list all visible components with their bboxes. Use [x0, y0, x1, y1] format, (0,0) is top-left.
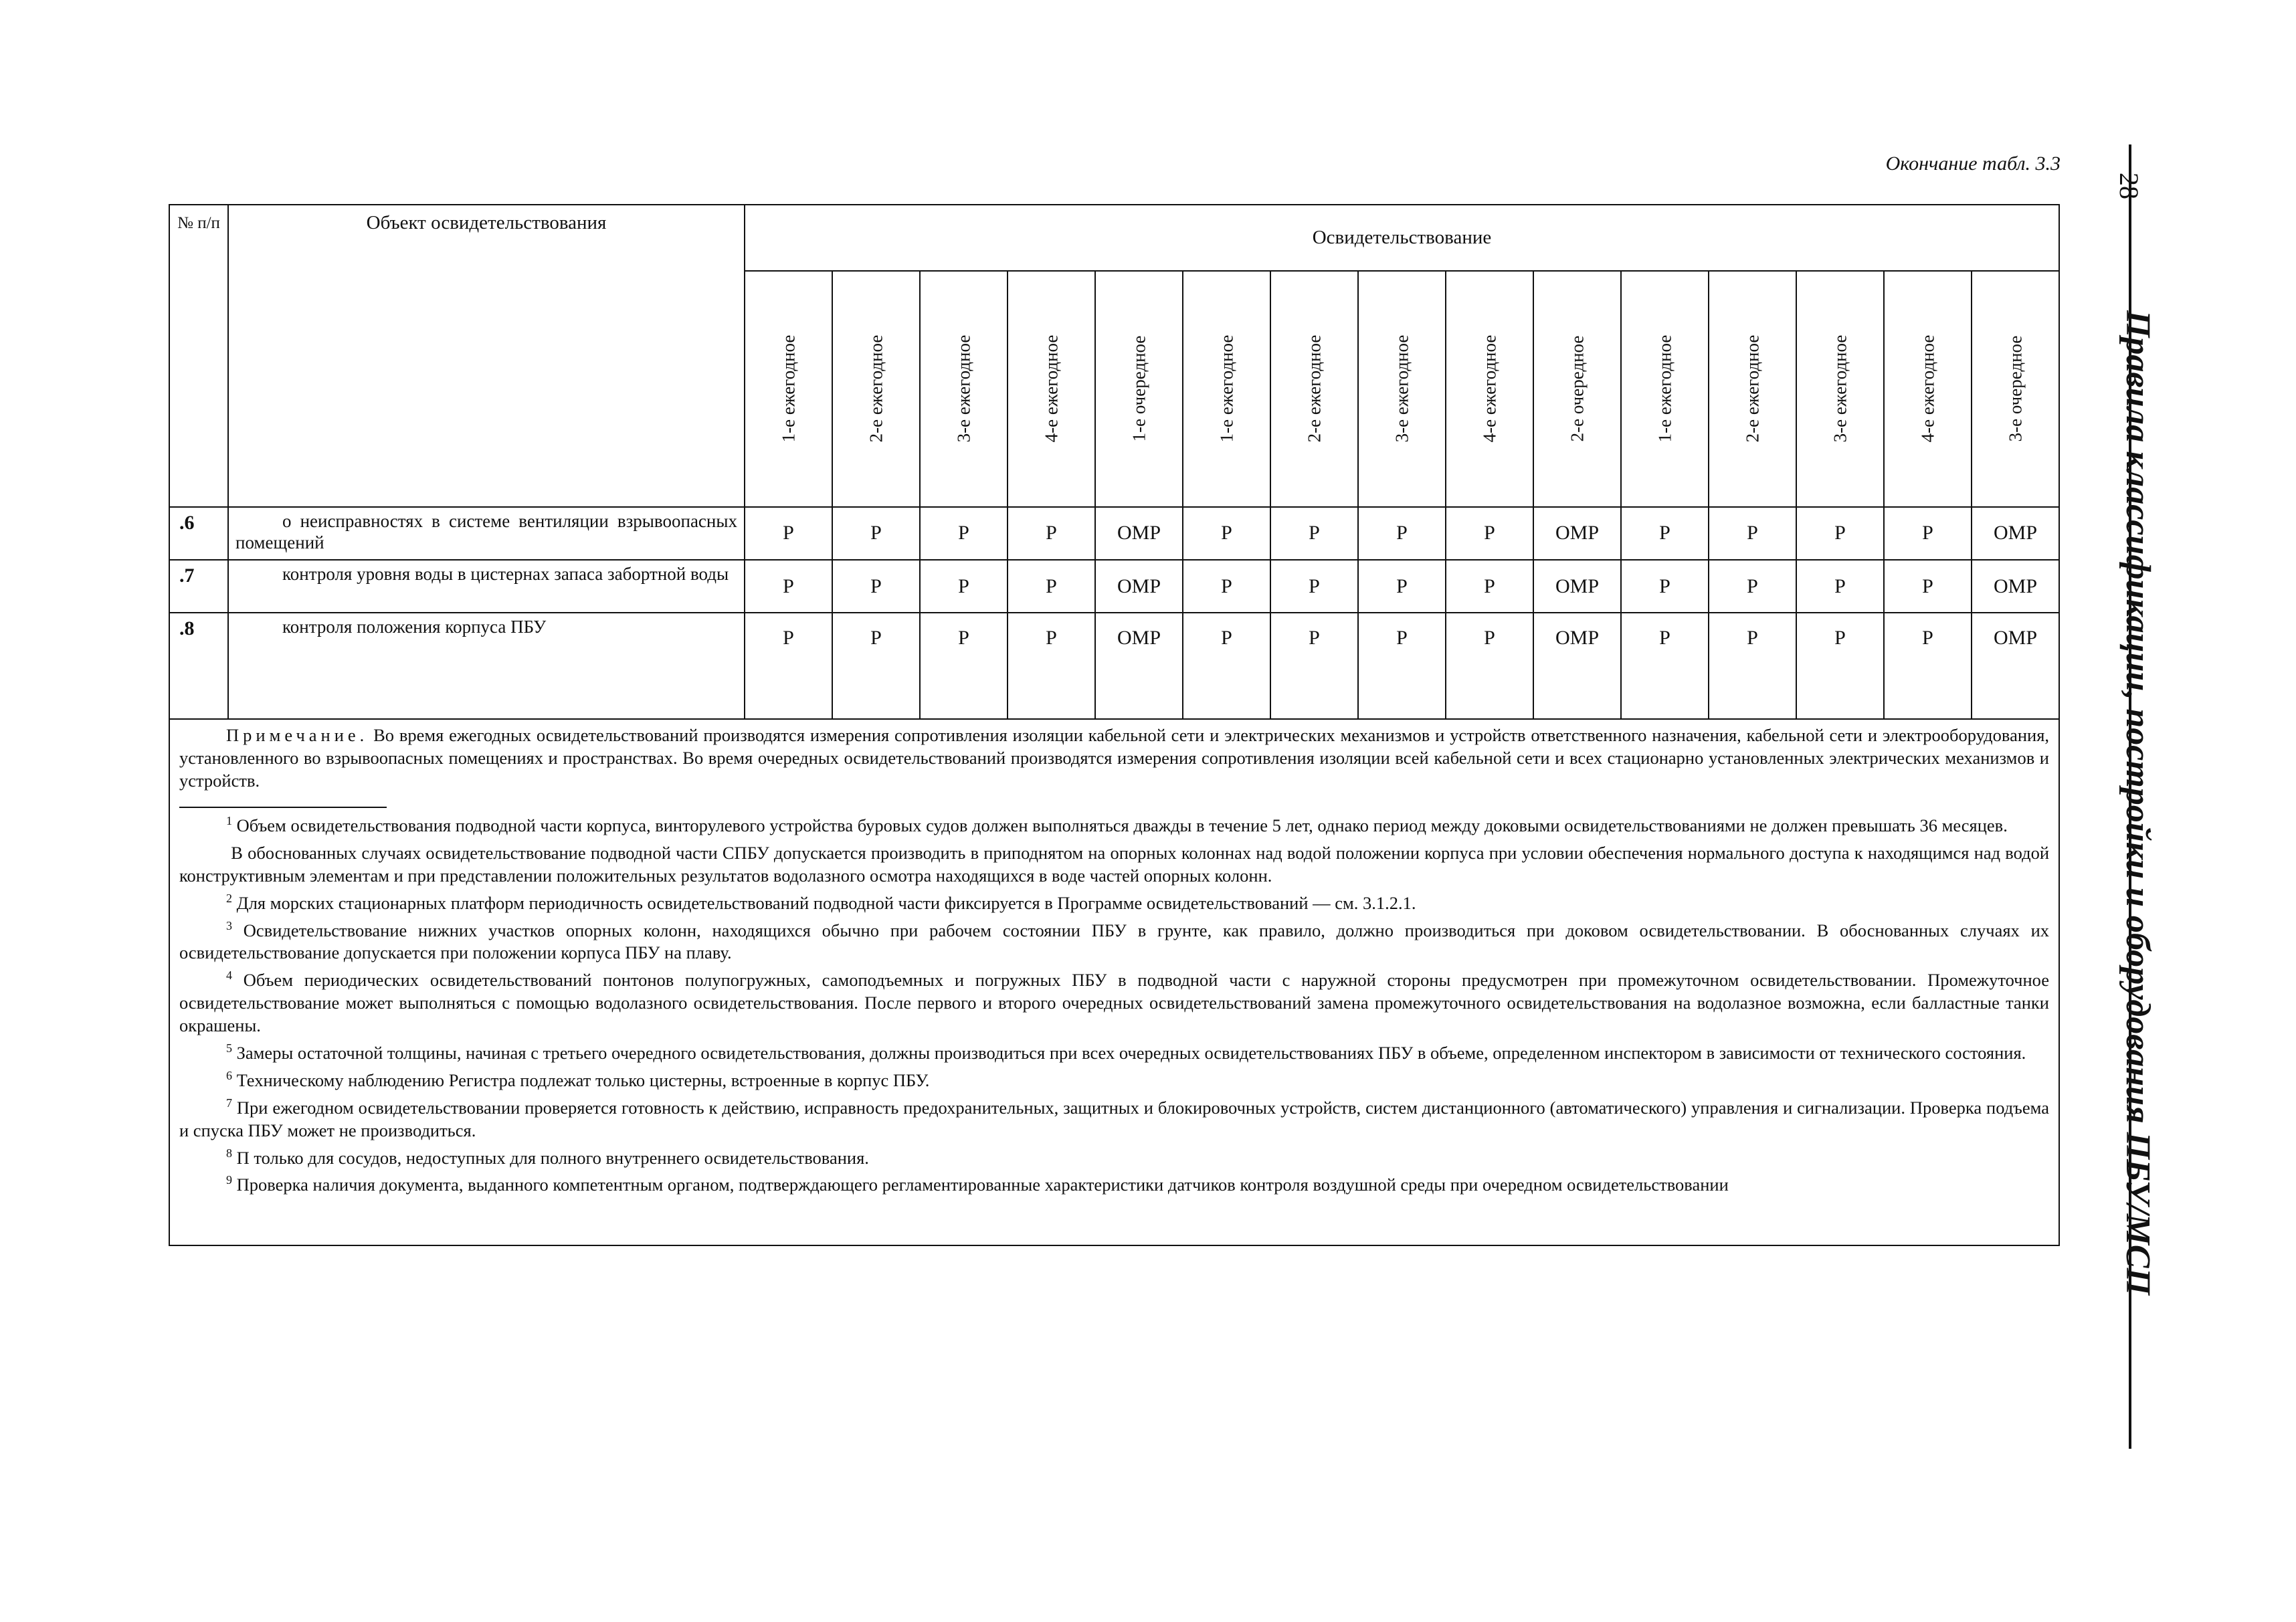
- footnote-text: Замеры остаточной толщины, начиная с третьего очередного освидетельствования, должны производиться при всех очередных освидетельствованиях ПБУ в объеме, определенном инспектором в зависимости от технического состояния.: [236, 1042, 2026, 1063]
- footnote: [179, 914, 2049, 965]
- footnote-mark: 5: [226, 1041, 232, 1055]
- footnote-text: Проверка наличия документа, выданного компетентным органом, подтверждающего регламентированные характеристики датчиков контроля воздушной среды при очередном освидетельствовании: [236, 1175, 1729, 1195]
- cell-value: ОМР: [1972, 560, 2059, 613]
- footnote-text: Техническому наблюдению Регистра подлежат только цистерны, встроенные в корпус ПБУ.: [236, 1070, 930, 1090]
- row-object: [228, 507, 745, 560]
- footnote-text: При ежегодном освидетельствовании проверяется готовность к действию, исправность предохранительных, защитных и блокировочных устройств, систем дистанционного (автоматического) управления и сигнализации. Проверка подъема и спуска ПБУ может не производиться.: [179, 1097, 2049, 1140]
- cell-value: ОМР: [1533, 507, 1621, 560]
- footnote: [179, 1142, 2049, 1169]
- cell-value: Р: [1621, 613, 1709, 719]
- footnote-mark: 6: [226, 1068, 232, 1082]
- survey-table: [169, 204, 2060, 1246]
- cell-value: Р: [745, 507, 832, 560]
- footnote-rule: [179, 807, 387, 808]
- footnote-list: [179, 809, 2049, 1196]
- cell-value: Р: [832, 613, 920, 719]
- footnote: [179, 887, 2049, 914]
- cell-value: Р: [745, 613, 832, 719]
- footnote-text: Освидетельствование нижних участков опорных колонн, находящихся обычно при рабочем состоянии ПБУ в грунте, как правило, должно производиться при доковом освидетельствовании. В обоснованных случаях их освидетельствование допускается при положении корпуса ПБУ на плаву.: [179, 920, 2049, 963]
- row-object: [228, 560, 745, 613]
- footnote-mark: 1: [226, 814, 232, 828]
- column-header: [1533, 271, 1621, 507]
- cell-value: Р: [1358, 613, 1446, 719]
- cell-value: Р: [1446, 560, 1533, 613]
- column-header-label: 2-е ежегодное: [866, 335, 886, 443]
- footnote: [179, 809, 2049, 837]
- column-header-label: 3-е ежегодное: [953, 335, 973, 443]
- footnote: [179, 1037, 2049, 1064]
- footnote-mark: 9: [226, 1173, 232, 1187]
- column-header-label: 4-е ежегодное: [1479, 335, 1499, 443]
- footnote-text: Объем освидетельствования подводной части корпуса, винторулевого устройства буровых судов должен выполняться дважды в течение 5 лет, однако период между доковыми освидетельствованиями не должен превышать 36 месяцев.: [236, 815, 2008, 835]
- cell-value: Р: [1183, 560, 1270, 613]
- row-number: .6: [169, 507, 228, 560]
- cell-value: ОМР: [1972, 507, 2059, 560]
- footnote-mark: 8: [226, 1146, 232, 1160]
- cell-value: Р: [1183, 613, 1270, 719]
- cell-value: ОМР: [1533, 560, 1621, 613]
- column-header-label: 2-е очередное: [1567, 336, 1587, 442]
- cell-value: ОМР: [1095, 560, 1183, 613]
- cell-value: Р: [920, 560, 1008, 613]
- cell-value: Р: [1270, 613, 1358, 719]
- footnote: [179, 1169, 2049, 1196]
- cell-value: Р: [1008, 507, 1095, 560]
- column-header: [745, 271, 832, 507]
- footnote: [179, 964, 2049, 1037]
- cell-value: Р: [1358, 507, 1446, 560]
- cell-value: Р: [1884, 507, 1972, 560]
- column-header: [832, 271, 920, 507]
- column-header: [1095, 271, 1183, 507]
- page-number: 28: [2114, 173, 2144, 199]
- row-object: [228, 613, 745, 719]
- footnote: [179, 837, 2049, 887]
- cell-value: ОМР: [1095, 613, 1183, 719]
- table-row: [169, 560, 2059, 613]
- column-header: [1446, 271, 1533, 507]
- footnote-text: П только для сосудов, недоступных для полного внутреннего освидетельствования.: [236, 1147, 869, 1168]
- table-row: [169, 507, 2059, 560]
- note-text: Во время ежегодных освидетельствований производятся измерения сопротивления изоляции кабельной сети и электрических механизмов и устройств ответственного назначения, кабельной сети и электрооборудования, установленного во взрывоопасных помещениях и пространствах. Во время очередных освидетельствований производятся измерения сопротивления изоляции всей кабельной сети и всех стационарно установленных электрических механизмов и устройств.: [179, 725, 2050, 791]
- header-object: Объект освидетельствования: [228, 205, 745, 507]
- column-header: [1884, 271, 1972, 507]
- cell-value: Р: [1008, 613, 1095, 719]
- column-header-label: 3-е очередное: [2005, 336, 2025, 442]
- header-num: № п/п: [169, 205, 228, 507]
- footnote-mark: 3: [226, 918, 232, 932]
- cell-value: Р: [1796, 507, 1884, 560]
- cell-value: Р: [832, 507, 920, 560]
- footnote: [179, 1092, 2049, 1142]
- column-header-label: 3-е ежегодное: [1830, 335, 1850, 443]
- footnote-mark: 4: [226, 969, 232, 983]
- cell-value: Р: [1183, 507, 1270, 560]
- table-row: [169, 613, 2059, 719]
- cell-value: Р: [1884, 613, 1972, 719]
- column-header-label: 1-е ежегодное: [1216, 335, 1236, 443]
- column-header-label: 4-е ежегодное: [1917, 335, 1937, 443]
- cell-value: ОМР: [1972, 613, 2059, 719]
- cell-value: Р: [745, 560, 832, 613]
- row-object-text: о неисправностях в системе вентиляции взрывоопасных помещений: [235, 510, 737, 552]
- footnote-text: Объем периодических освидетельствований понтонов полупогружных, самоподъемных и погружных ПБУ в подводной части с наружной стороны предусмотрен при промежуточном освидетельствовании. Промежуточное освидетельствование может выполняться с помощью водолазного освидетельствования. После первого и второго очередных освидетельствований замена промежуточного освидетельствования на водолазное возможна, если балластные танки окрашены.: [179, 970, 2050, 1036]
- cell-value: Р: [1621, 507, 1709, 560]
- column-header-label: 4-е ежегодное: [1041, 335, 1061, 443]
- note-label: Примечание.: [226, 725, 369, 746]
- cell-value: Р: [1270, 507, 1358, 560]
- cell-value: Р: [1358, 560, 1446, 613]
- column-header: [1183, 271, 1270, 507]
- footnote-mark: 7: [226, 1096, 232, 1110]
- footnote-mark: 2: [226, 891, 232, 905]
- cell-value: Р: [1796, 560, 1884, 613]
- row-object-text: контроля уровня воды в цистернах запаса забортной воды: [282, 564, 729, 585]
- cell-value: ОМР: [1533, 613, 1621, 719]
- general-note: [179, 724, 2049, 792]
- row-number: .8: [169, 613, 228, 719]
- cell-value: Р: [1709, 613, 1796, 719]
- cell-value: Р: [1270, 560, 1358, 613]
- column-header-label: 1-е ежегодное: [1654, 335, 1675, 443]
- cell-value: Р: [920, 507, 1008, 560]
- footnote-text: Для морских стационарных платформ периодичность освидетельствований подводной части фиксируется в Программе освидетельствований — см. 3.1.2.1.: [236, 892, 1416, 913]
- cell-value: Р: [1709, 507, 1796, 560]
- cell-value: Р: [920, 613, 1008, 719]
- cell-value: Р: [1446, 613, 1533, 719]
- column-header: [1621, 271, 1709, 507]
- column-header-label: 2-е ежегодное: [1304, 335, 1324, 443]
- cell-value: Р: [1621, 560, 1709, 613]
- footnote-text: В обоснованных случаях освидетельствование подводной части СПБУ допускается производить в приподнятом на опорных колоннах над водой положении корпуса при условии обеспечения нормального доступа к находящимся над водой конструктивным элементам и при представлении положительных результатов водолазного осмотра находящихся в воде частей опорных колонн.: [179, 842, 2050, 886]
- row-object-text: контроля положения корпуса ПБУ: [282, 617, 547, 637]
- cell-value: Р: [1709, 560, 1796, 613]
- column-header-label: 1-е ежегодное: [778, 335, 798, 443]
- cell-value: Р: [832, 560, 920, 613]
- cell-value: Р: [1446, 507, 1533, 560]
- column-header: [1796, 271, 1884, 507]
- column-header: [920, 271, 1008, 507]
- row-number: .7: [169, 560, 228, 613]
- table-caption: Окончание табл. 3.3: [1885, 153, 2061, 175]
- running-title: Правила классификации, постройки и оборудования ПБУ/МСП: [2119, 310, 2157, 1296]
- column-header: [1358, 271, 1446, 507]
- cell-value: Р: [1796, 613, 1884, 719]
- column-header-label: 3-е ежегодное: [1392, 335, 1412, 443]
- column-header: [1972, 271, 2059, 507]
- cell-value: Р: [1008, 560, 1095, 613]
- column-header-label: 1-е очередное: [1129, 336, 1149, 442]
- column-header: [1709, 271, 1796, 507]
- cell-value: Р: [1884, 560, 1972, 613]
- column-header: [1008, 271, 1095, 507]
- header-survey: Освидетельствование: [745, 205, 2059, 271]
- column-header-label: 2-е ежегодное: [1742, 335, 1762, 443]
- footnote: [179, 1064, 2049, 1092]
- notes-block: [169, 719, 2059, 1245]
- cell-value: ОМР: [1095, 507, 1183, 560]
- column-header: [1270, 271, 1358, 507]
